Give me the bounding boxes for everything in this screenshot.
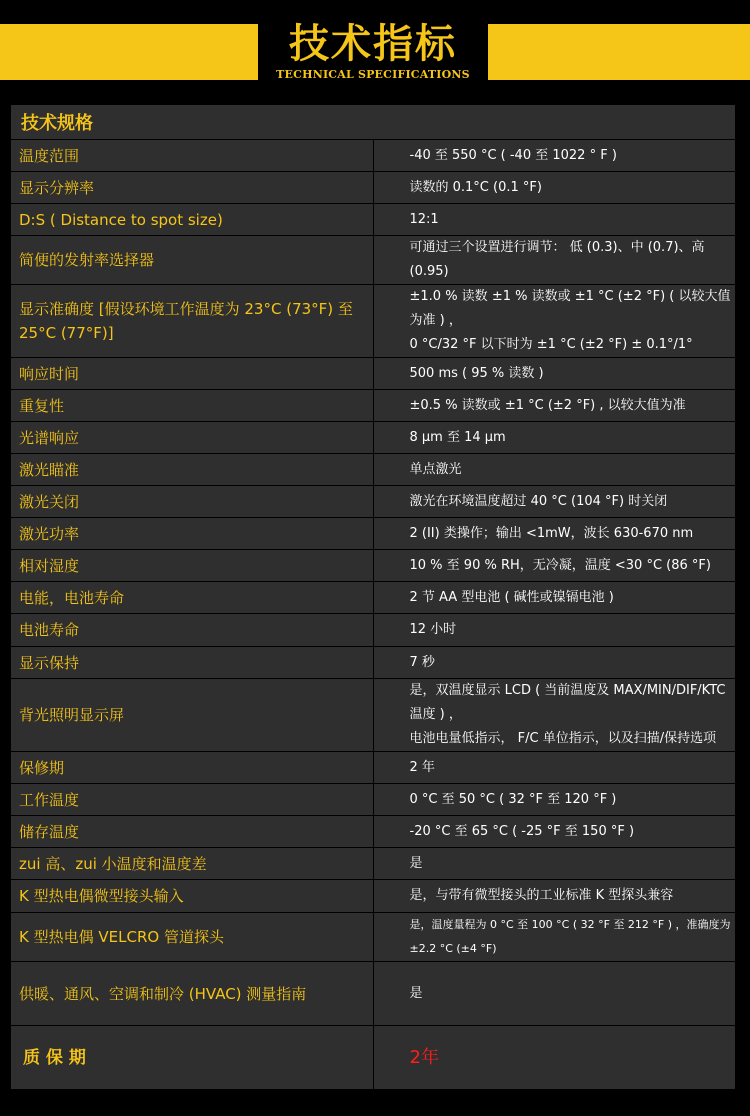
spec-value [373,679,736,752]
spec-label: zui 高、zui 小温度和温度差 [11,848,374,880]
table-row [11,647,736,679]
spec-value [373,422,736,454]
spec-value-line: 2 年 [409,759,435,775]
spec-label: 显示准确度 [假设环境工作温度为 23°C (73°F) 至 25°C (77°F)] [11,285,374,358]
spec-value [373,880,736,913]
spec-label: 激光瞄准 [11,454,374,486]
table-row [11,422,736,454]
spec-value [373,236,736,285]
banner-bar-left [0,24,258,80]
table-row [11,848,736,880]
spec-label: 显示分辨率 [11,172,374,204]
spec-label: 供暖、通风、空调和制冷 (HVAC) 测量指南 [11,962,374,1026]
table-row [11,518,736,550]
table-row [11,679,736,752]
spec-value [373,358,736,390]
spec-value-line: 是，与带有微型接头的工业标准 K 型探头兼容 [409,888,674,903]
spec-value-line: 2 节 AA 型电池 ( 碱性或镍镉电池 ) [409,589,614,605]
table-row [11,880,736,913]
spec-label: 光谱响应 [11,422,374,454]
spec-value-line: 可通过三个设置进行调节： 低 (0.3)、中 (0.7)、高 (0.95) [409,240,705,279]
table-row [11,913,736,962]
spec-label: 显示保持 [11,647,374,679]
spec-value-line: 7 秒 [409,654,435,670]
spec-table [10,104,736,1090]
spec-value [373,285,736,358]
spec-value-line: 500 ms ( 95 % 读数 ) [409,365,544,381]
spec-label: 温度范围 [11,140,374,172]
spec-label: 储存温度 [11,816,374,848]
spec-label: K 型热电偶微型接头输入 [11,880,374,913]
spec-value-line: 是，双温度显示 LCD ( 当前温度及 MAX/MIN/DIF/KTC 温度 ) ， [409,683,726,722]
spec-table-heading-row [11,105,736,140]
spec-value [373,172,736,204]
warranty-label: 质 保 期 [11,1026,374,1090]
spec-value [373,614,736,647]
spec-label: 重复性 [11,390,374,422]
spec-value [373,647,736,679]
spec-value [373,390,736,422]
spec-value-line: 0 °C/32 °F 以下时为 ±1 °C (±2 °F) ± 0.1°/1° [409,337,693,352]
spec-value [373,816,736,848]
table-row [11,358,736,390]
spec-value [373,582,736,614]
spec-label: 背光照明显示屏 [11,679,374,752]
table-row [11,140,736,172]
spec-value-line: 10 % 至 90 % RH，无冷凝，温度 <30 °C (86 °F) [409,557,711,573]
spec-value-line: 12 小时 [409,622,457,637]
table-row [11,204,736,236]
header-banner [0,0,750,100]
spec-value-line: 8 μm 至 14 μm [409,429,506,445]
spec-label: 简便的发射率选择器 [11,236,374,285]
table-row [11,962,736,1026]
spec-value-line: 是，温度量程为 0 °C 至 100 °C ( 32 °F 至 212 °F ) ，准确度为 ±2.2 °C (±4 °F) [409,918,731,955]
table-row [11,816,736,848]
spec-label: 电能，电池寿命 [11,582,374,614]
spec-value [373,518,736,550]
spec-value [373,140,736,172]
table-row [11,550,736,582]
spec-value-line: 激光在环境温度超过 40 °C (104 °F) 时关闭 [409,493,668,509]
spec-label: 工作温度 [11,784,374,816]
spec-value-line: 单点激光 [409,461,462,477]
table-row [11,172,736,204]
spec-value-line: 是 [409,985,423,1001]
spec-table-heading: 技术规格 [11,105,736,140]
spec-label: 激光关闭 [11,486,374,518]
warranty-row [11,1026,736,1090]
spec-label: 激光功率 [11,518,374,550]
spec-value-line: 2 (II) 类操作；输出 <1mW，波长 630-670 nm [409,525,694,541]
table-row [11,752,736,784]
spec-value-line: 12:1 [409,211,439,227]
spec-value [373,784,736,816]
spec-value [373,913,736,962]
spec-value [373,752,736,784]
spec-label: 响应时间 [11,358,374,390]
spec-value-line: ±1.0 % 读数 ±1 % 读数或 ±1 °C (±2 °F) ( 以较大值为准 ) ， [409,289,731,328]
table-row [11,285,736,358]
spec-value-line: 电池电量低指示， F/C 单位指示，以及扫描/保持选项 [409,731,717,746]
spec-value-line: 0 °C 至 50 °C ( 32 °F 至 120 °F ) [409,791,617,807]
spec-value-line: -40 至 550 °C ( -40 至 1022 ° F ) [409,147,617,163]
table-row [11,454,736,486]
spec-value [373,550,736,582]
spec-value [373,204,736,236]
spec-label: 保修期 [11,752,374,784]
spec-value-line: -20 °C 至 65 °C ( -25 °F 至 150 °F ) [409,823,635,839]
table-row [11,582,736,614]
spec-value [373,848,736,880]
spec-value [373,486,736,518]
spec-value [373,962,736,1026]
spec-label: K 型热电偶 VELCRO 管道探头 [11,913,374,962]
table-row [11,784,736,816]
table-row [11,390,736,422]
spec-value-line: 读数的 0.1°C (0.1 °F) [409,179,542,195]
spec-value [373,454,736,486]
spec-value-line: 是 [409,855,423,871]
spec-value-line: ±0.5 % 读数或 ±1 °C (±2 °F) , 以较大值为准 [409,397,686,413]
spec-label: 电池寿命 [11,614,374,647]
page-title: 技术指标 [289,21,457,67]
page-subtitle: TECHNICAL SPECIFICATIONS [276,68,470,81]
table-row [11,614,736,647]
spec-label: 相对湿度 [11,550,374,582]
table-row [11,236,736,285]
warranty-value: 2年 [373,1026,736,1090]
spec-label: D:S ( Distance to spot size) [11,204,374,236]
table-row [11,486,736,518]
banner-bar-right [488,24,750,80]
